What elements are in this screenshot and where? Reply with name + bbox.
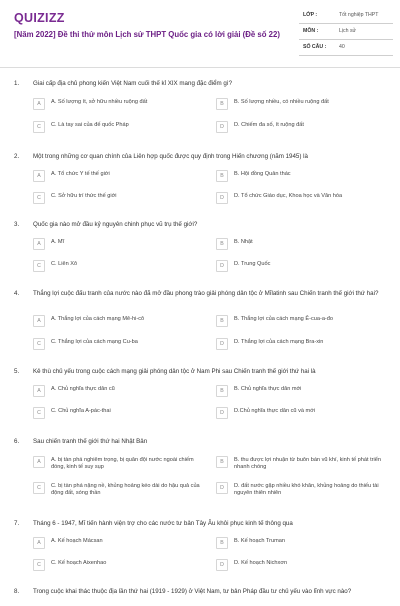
question-item bbox=[0, 586, 400, 606]
option-letter-box: B bbox=[216, 385, 228, 397]
question-text: Quốc gia nào mở đầu kỷ nguyên chinh phục vũ trụ thế giới? bbox=[33, 221, 198, 228]
option-letter-box: C bbox=[33, 482, 45, 494]
meta-row-subject bbox=[299, 24, 393, 40]
option-text: D. Chiếm đa số, ít ruộng đất bbox=[234, 122, 304, 128]
meta-row-count bbox=[299, 40, 393, 56]
option-letter-box: C bbox=[33, 338, 45, 350]
option-letter-box: D bbox=[216, 407, 228, 419]
question-item bbox=[0, 366, 400, 436]
option-text: B. Số lượng nhiều, có nhiều ruộng đất bbox=[234, 99, 329, 105]
option-letter-box: C bbox=[33, 559, 45, 571]
option-letter-box: D bbox=[216, 260, 228, 272]
option-text: A. Mĩ bbox=[51, 239, 65, 245]
option-letter-box: C bbox=[33, 121, 45, 133]
option-text: A. Số lượng ít, sở hữu nhiều ruộng đất bbox=[51, 99, 148, 105]
option-letter-box: A bbox=[33, 315, 45, 327]
question-number: 4. bbox=[14, 290, 20, 297]
option-letter-box: B bbox=[216, 456, 228, 468]
meta-label: SỐ CÂU : bbox=[303, 44, 327, 50]
option-letter-box: A bbox=[33, 170, 45, 182]
option-letter-box: D bbox=[216, 192, 228, 204]
option-text: C. Chủ nghĩa A-pác-thai bbox=[51, 408, 111, 414]
question-item bbox=[0, 436, 400, 518]
option-text: C. Kế hoạch Aixenhao bbox=[51, 560, 107, 566]
option-text: C. Liên Xô bbox=[51, 261, 78, 267]
question-item bbox=[0, 219, 400, 288]
option-text: B. Hội đồng Quản thác bbox=[234, 171, 291, 177]
meta-value: Tốt nghiệp THPT bbox=[339, 12, 379, 18]
meta-value: 40 bbox=[339, 44, 345, 50]
option-letter-box: D bbox=[216, 559, 228, 571]
question-item bbox=[0, 518, 400, 586]
option-letter-box: B bbox=[216, 315, 228, 327]
quizizz-logo: QUIZIZZ bbox=[14, 11, 65, 25]
meta-label: LỚP : bbox=[303, 12, 318, 18]
question-item bbox=[0, 288, 400, 366]
question-number: 2. bbox=[14, 153, 20, 160]
question-text: Giai cấp địa chủ phong kiến Việt Nam cuối thế kỉ XIX mang đặc điểm gì? bbox=[33, 80, 233, 87]
option-letter-box: D bbox=[216, 338, 228, 350]
option-letter-box: B bbox=[216, 537, 228, 549]
question-item bbox=[0, 151, 400, 219]
option-letter-box: A bbox=[33, 385, 45, 397]
option-text: D. Kế hoạch Nichxơn bbox=[234, 560, 288, 566]
question-text: Sau chiến tranh thế giới thứ hai Nhật Bản bbox=[33, 438, 148, 445]
option-text: D.Chủ nghĩa thực dân cũ và mới bbox=[234, 408, 316, 414]
option-text: B. Kế hoạch Truman bbox=[234, 538, 285, 544]
option-text: D. Thắng lợi của cách mạng Bra-xin bbox=[234, 339, 324, 345]
option-text: C. Thắng lợi của cách mạng Cu-ba bbox=[51, 339, 138, 345]
option-text: B. Thắng lợi của cách mạng Ê-cua-a-đo bbox=[234, 316, 334, 322]
option-text: A. Chủ nghĩa thực dân cũ bbox=[51, 386, 115, 392]
option-text: C. Là tay sai của đế quốc Pháp bbox=[51, 122, 129, 128]
option-letter-box: B bbox=[216, 98, 228, 110]
option-letter-box: B bbox=[216, 238, 228, 250]
question-number: 1. bbox=[14, 80, 20, 87]
option-letter-box: A bbox=[33, 537, 45, 549]
question-text: Một trong những cơ quan chính của Liên hợp quốc được quy định trong Hiến chương (năm 1945) là bbox=[33, 153, 308, 160]
option-letter-box: C bbox=[33, 260, 45, 272]
option-letter-box: D bbox=[216, 121, 228, 133]
option-letter-box: C bbox=[33, 407, 45, 419]
option-text: B. Nhật bbox=[234, 239, 253, 245]
option-text: B. Chủ nghĩa thực dân mới bbox=[234, 386, 302, 392]
option-text: D. đất nước gặp nhiều khó khăn, khủng hoảng do thiếu tài nguyên thiên nhiên bbox=[234, 483, 379, 497]
option-text: B. thu được lợi nhuận từ buôn bán vũ khí, kinh tế phát triển nhanh chóng bbox=[234, 457, 381, 471]
option-letter-box: B bbox=[216, 170, 228, 182]
question-number: 6. bbox=[14, 438, 20, 445]
meta-row-class bbox=[299, 8, 393, 24]
worksheet-header bbox=[0, 0, 400, 66]
meta-value: Lịch sử bbox=[339, 28, 357, 34]
header-divider bbox=[0, 67, 400, 68]
question-item bbox=[0, 78, 400, 151]
question-text: Tháng 6 - 1947, Mĩ tiến hành viện trợ cho các nước tư bản Tây Âu khôi phục kinh tế thông qua bbox=[33, 520, 293, 527]
question-text: Kẻ thù chủ yếu trong cuộc cách mạng giải phóng dân tộc ở Nam Phi sau Chiến tranh thế giới thứ hai là bbox=[33, 368, 316, 375]
meta-label: MÔN : bbox=[303, 28, 319, 34]
option-letter-box: A bbox=[33, 456, 45, 468]
option-letter-box: A bbox=[33, 98, 45, 110]
question-number: 7. bbox=[14, 520, 20, 527]
worksheet-title: [Năm 2022] Đề thi thử môn Lịch sử THPT Quốc gia có lời giải (Đề số 22) bbox=[14, 30, 280, 39]
option-letter-box: D bbox=[216, 482, 228, 494]
option-text: A. Kế hoạch Mácsan bbox=[51, 538, 103, 544]
option-text: A. bị tàn phá nghiêm trọng, bị quân đội nước ngoài chiếm đóng, kinh tế suy sụp bbox=[51, 457, 194, 471]
option-text: C. bị tàn phá nặng nề, khủng hoảng kéo dài do hậu quả của động đất, sóng thần bbox=[51, 483, 200, 497]
option-letter-box: C bbox=[33, 192, 45, 204]
question-number: 8. bbox=[14, 588, 20, 595]
option-text: A. Thắng lợi của cách mạng Mê-hi-cô bbox=[51, 316, 145, 322]
question-number: 5. bbox=[14, 368, 20, 375]
question-list bbox=[0, 78, 400, 606]
meta-table bbox=[299, 8, 393, 56]
option-text: D. Trung Quốc bbox=[234, 261, 271, 267]
option-text: A. Tổ chức Y tế thế giới bbox=[51, 171, 110, 177]
question-text: Trong cuộc khai thác thuộc địa lần thứ hai (1919 - 1929) ở Việt Nam, tư bản Pháp đầu tư chủ yếu vào lĩnh vực nào? bbox=[33, 588, 352, 595]
option-text: D. Tổ chức Giáo dục, Khoa học và Văn hóa bbox=[234, 193, 343, 199]
question-text: Thắng lợi cuộc đấu tranh của nước nào đã mở đầu phong trào giải phóng dân tộc ở Mĩlatinh sau Chiến tranh thế giới thứ hai? bbox=[33, 290, 379, 297]
question-number: 3. bbox=[14, 221, 20, 228]
option-letter-box: A bbox=[33, 238, 45, 250]
option-text: C. Sở hữu trí thức thế giới bbox=[51, 193, 117, 199]
